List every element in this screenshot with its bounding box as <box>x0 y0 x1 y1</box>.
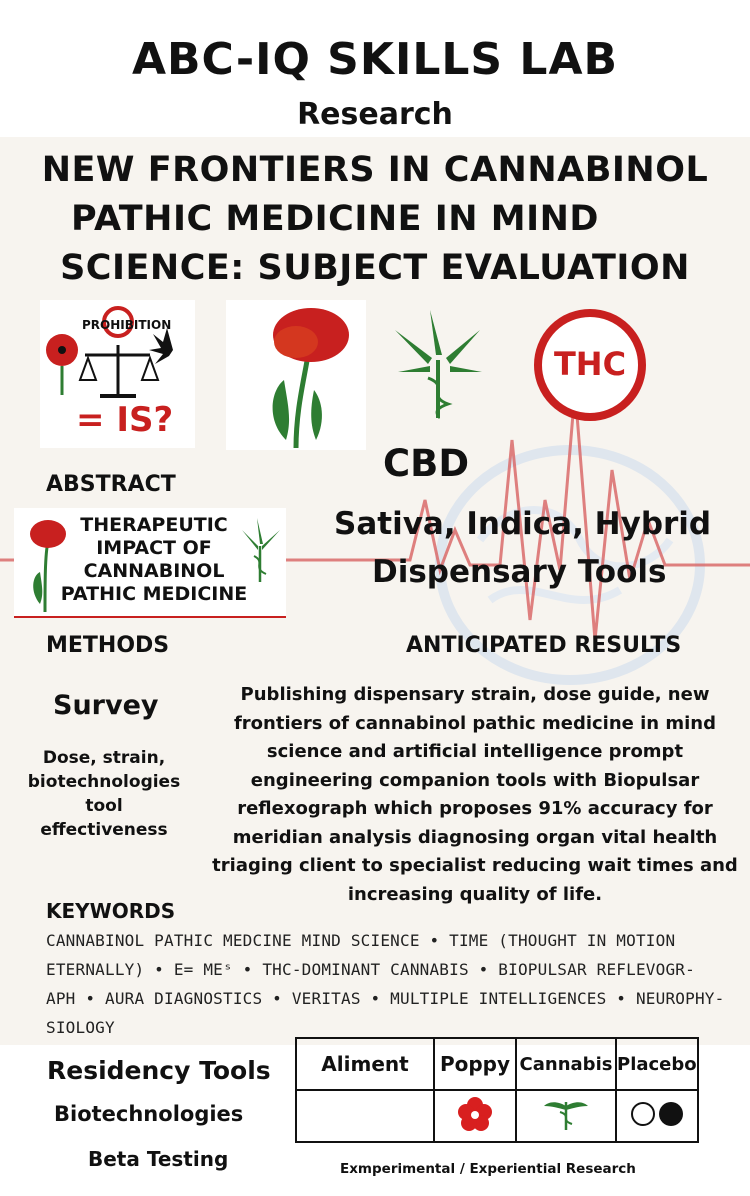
table-header-placebo: Placebo <box>616 1038 698 1090</box>
poppy-panel <box>226 300 366 450</box>
strain-types: Sativa, Indica, Hybrid <box>334 506 712 542</box>
biotechnologies-label: Biotechnologies <box>54 1102 244 1126</box>
thc-badge <box>530 305 650 425</box>
results-body <box>205 681 745 909</box>
results-line-4: engineering companion tools with Biopulsar <box>250 769 700 791</box>
results-heading: ANTICIPATED RESULTS <box>406 633 682 658</box>
results-line-6: meridian analysis diagnosing organ vital health <box>232 826 718 848</box>
results-line-8: increasing quality of life. <box>347 883 603 905</box>
equation-label: = IS? <box>76 400 174 440</box>
results-line-1: Publishing dispensary strain, dose guide, new <box>240 684 710 705</box>
methods-line-3: tool <box>85 796 123 816</box>
table-cell-placebo <box>616 1090 698 1142</box>
abstract-heading: ABSTRACT <box>46 472 176 497</box>
cannabis-caduceus-panel <box>370 300 520 450</box>
table-header-row <box>296 1038 698 1090</box>
lab-subtitle: Research <box>297 97 453 132</box>
headline-line-3: SCIENCE: SUBJECT EVALUATION <box>60 248 690 288</box>
lab-title: ABC-IQ SKILLS LAB <box>131 34 619 85</box>
table-header-cannabis: Cannabis <box>516 1038 616 1090</box>
table-cell-cannabis <box>516 1090 616 1142</box>
prohibition-scale-panel <box>40 300 195 448</box>
methods-heading: METHODS <box>46 633 170 658</box>
table-header-aliment: Aliment <box>296 1038 434 1090</box>
residency-tools: Residency Tools <box>47 1056 271 1085</box>
headline-line-1: NEW FRONTIERS IN CANNABINOL <box>41 150 709 190</box>
keywords-line-3: APH • AURA DIAGNOSTICS • VERITAS • MULTIPLE INTELLIGENCES • NEUROPHY- <box>46 989 725 1008</box>
thc-label: THC <box>553 345 627 383</box>
table-row <box>296 1090 698 1142</box>
abstract-card-line-1: THERAPEUTIC <box>80 514 228 536</box>
prohibition-label: PROHIBITION <box>82 318 172 332</box>
abstract-card-line-2: IMPACT OF <box>96 537 212 559</box>
keywords-list <box>46 926 726 1042</box>
poppy-flower-icon <box>226 300 366 450</box>
table-cell-poppy <box>434 1090 516 1142</box>
footer-caption: Exmperimental / Experiential Research <box>340 1161 636 1177</box>
keywords-line-2: ETERNALLY) • E= MEˢ • THC-DOMINANT CANNABIS • BIOPULSAR REFLEVOGR- <box>46 960 695 979</box>
caduceus-small-icon <box>542 1096 590 1132</box>
methods-details <box>18 746 190 842</box>
headline-line-2: PATHIC MEDICINE IN MIND <box>71 199 599 239</box>
cbd-label: CBD <box>383 442 470 485</box>
aliment-table <box>295 1037 699 1143</box>
abstract-card <box>14 508 286 618</box>
keywords-line-4: SIOLOGY <box>46 1018 115 1037</box>
table-cell-empty <box>296 1090 434 1142</box>
keywords-heading: KEYWORDS <box>46 899 176 923</box>
survey-label: Survey <box>53 690 159 721</box>
results-line-3: science and artificial intelligence prompt <box>266 741 684 762</box>
placebo-circles-icon <box>625 1099 689 1129</box>
dispensary-tools: Dispensary Tools <box>372 554 667 590</box>
abstract-card-line-4: PATHIC MEDICINE <box>60 583 248 605</box>
methods-line-1: Dose, strain, <box>42 748 166 768</box>
cannabis-caduceus-icon <box>370 300 520 450</box>
beta-testing-label: Beta Testing <box>88 1147 229 1171</box>
table-header-poppy: Poppy <box>434 1038 516 1090</box>
methods-line-2: biotechnologies <box>27 772 181 792</box>
keywords-line-1: CANNABINOL PATHIC MEDCINE MIND SCIENCE • TIME (THOUGHT IN MOTION <box>46 931 676 950</box>
poppy-flower-small-icon <box>455 1094 495 1134</box>
results-line-7: triaging client to specialist reducing wait times and <box>212 855 738 876</box>
abstract-card-line-3: CANNABINOL <box>83 560 225 582</box>
results-line-5: reflexograph which proposes 91% accuracy for <box>237 798 713 819</box>
results-line-2: frontiers of cannabinol pathic medicine in mind <box>233 712 717 734</box>
abstract-card-text <box>54 514 254 606</box>
methods-line-4: effectiveness <box>40 820 168 840</box>
